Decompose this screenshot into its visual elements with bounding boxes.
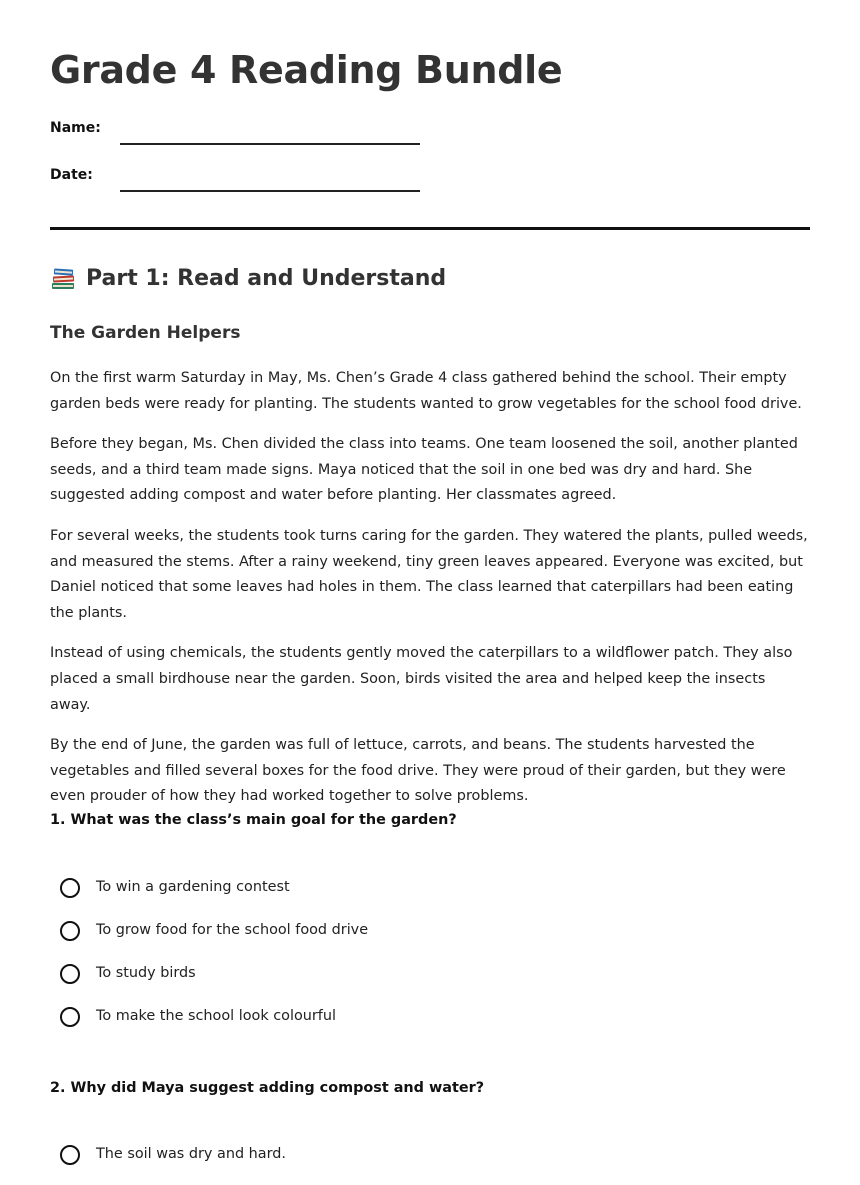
story-title: The Garden Helpers (50, 323, 241, 343)
section-heading (50, 265, 446, 291)
story-paragraph: For several weeks, the students took turns caring for the garden. They watered the plants, pulled weeds, and measured the stems. After a rainy weekend, tiny green leaves appeared. Everyone was excited, but Daniel noticed that some leaves had holes in them. The class learned that caterpillars had been eating the plants. (50, 527, 808, 621)
name-field-row (50, 116, 430, 146)
books-icon (50, 266, 76, 292)
section-divider (50, 227, 810, 230)
story-paragraph: Before they began, Ms. Chen divided the class into teams. One team loosened the soil, another planted seeds, and a third team made signs. Maya noticed that the soil in one bed was dry and hard. She suggested adding compost and water before planting. Her classmates agreed. (50, 436, 798, 504)
option-label: To win a gardening contest (96, 879, 290, 895)
question-1: 1. What was the class’s main goal for the garden? (50, 812, 457, 828)
story-paragraph: On the first warm Saturday in May, Ms. Chen’s Grade 4 class gathered behind the school. Their empty garden beds were ready for planting. The students wanted to grow vegetables for the school food drive. (50, 370, 802, 412)
option-label: To grow food for the school food drive (96, 922, 369, 938)
story-paragraph: Instead of using chemicals, the students gently moved the caterpillars to a wildflower patch. They also placed a small birdhouse near the garden. Soon, birds visited the area and helped keep the insects away. (50, 645, 793, 713)
page-title: Grade 4 Reading Bundle (50, 48, 563, 92)
radio-button[interactable] (60, 921, 80, 941)
story-text (50, 366, 810, 825)
radio-button[interactable] (60, 964, 80, 984)
name-label: Name: (50, 120, 101, 136)
option-label: To study birds (96, 965, 196, 981)
question-1-options (60, 875, 760, 1047)
option-label: To make the school look colourful (96, 1008, 336, 1024)
answer-option[interactable] (60, 918, 760, 961)
question-2-options (60, 1142, 760, 1185)
radio-button[interactable] (60, 878, 80, 898)
section-heading-text: Part 1: Read and Understand (86, 265, 447, 291)
question-2: 2. Why did Maya suggest adding compost and water? (50, 1080, 485, 1096)
story-paragraph: By the end of June, the garden was full of lettuce, carrots, and beans. The students harvested the vegetables and filled several boxes for the food drive. They were proud of their garden, but they were even prouder of how they had worked together to solve problems. (50, 737, 786, 805)
answer-option[interactable] (60, 961, 760, 1004)
answer-option[interactable] (60, 875, 760, 918)
radio-button[interactable] (60, 1145, 80, 1165)
name-blank-line[interactable] (120, 143, 420, 145)
radio-button[interactable] (60, 1007, 80, 1027)
date-blank-line[interactable] (120, 190, 420, 192)
date-label: Date: (50, 167, 93, 183)
answer-option[interactable] (60, 1004, 760, 1047)
answer-option[interactable] (60, 1142, 760, 1185)
option-label: The soil was dry and hard. (96, 1146, 286, 1162)
date-field-row (50, 163, 430, 193)
